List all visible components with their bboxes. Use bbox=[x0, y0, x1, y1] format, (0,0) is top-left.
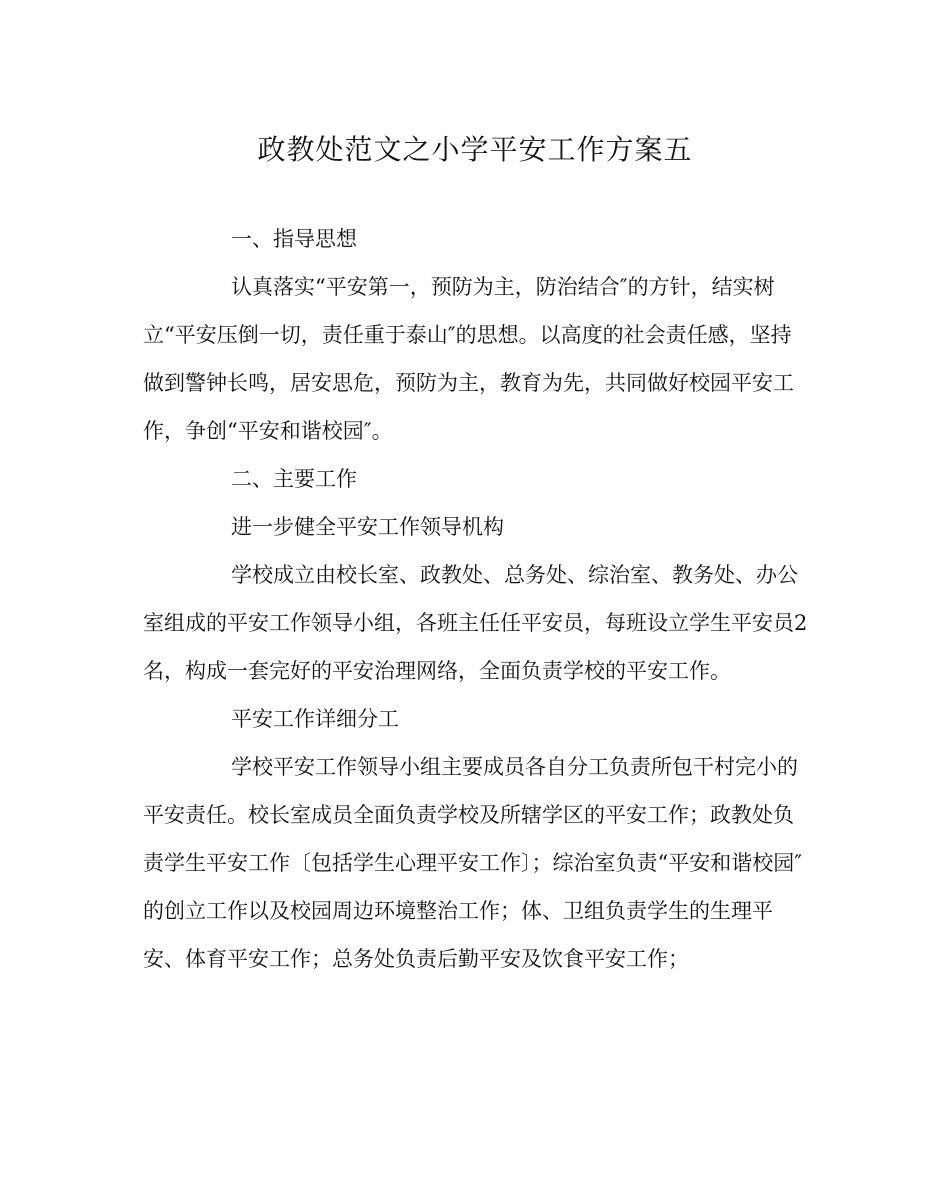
section-heading-guiding-ideology: 一、指导思想 bbox=[231, 227, 357, 251]
subheading-leadership-structure: 进一步健全平安工作领导机构 bbox=[231, 515, 504, 539]
paragraph-leadership-structure: 学校成立由校长室、政教处、总务处、综治室、教务处、办公室组成的平安工作领导小组，各班主任任平安员，每班设立学生平安员2名，构成一套完好的平安治理网络，全面负责学校的平安工作。 bbox=[143, 563, 808, 683]
document-title: 政教处范文之小学平安工作方案五 bbox=[257, 133, 693, 166]
document-body bbox=[143, 215, 808, 983]
section-heading-main-work: 二、主要工作 bbox=[231, 467, 357, 491]
paragraph-division-of-work: 学校平安工作领导小组主要成员各自分工负责所包干村完小的平安责任。校长室成员全面负责学校及所辖学区的平安工作；政教处负责学生平安工作〔包括学生心理平安工作〕；综治室负责“平安和谐校园″的创立工作以及校园周边环境整治工作；体、卫组负责学生的生理平安、体育平安工作；总务处负责后勤平安及饮食平安工作； bbox=[143, 755, 803, 971]
subheading-division-of-work: 平安工作详细分工 bbox=[231, 707, 399, 731]
paragraph-guiding-ideology: 认真落实“平安第一，预防为主，防治结合″的方针，结实树立“平安压倒一切，责任重于泰山″的思想。以高度的社会责任感，坚持做到警钟长鸣，居安思危，预防为主，教育为先，共同做好校园平安工作，争创“平安和谐校园″。 bbox=[143, 275, 794, 443]
